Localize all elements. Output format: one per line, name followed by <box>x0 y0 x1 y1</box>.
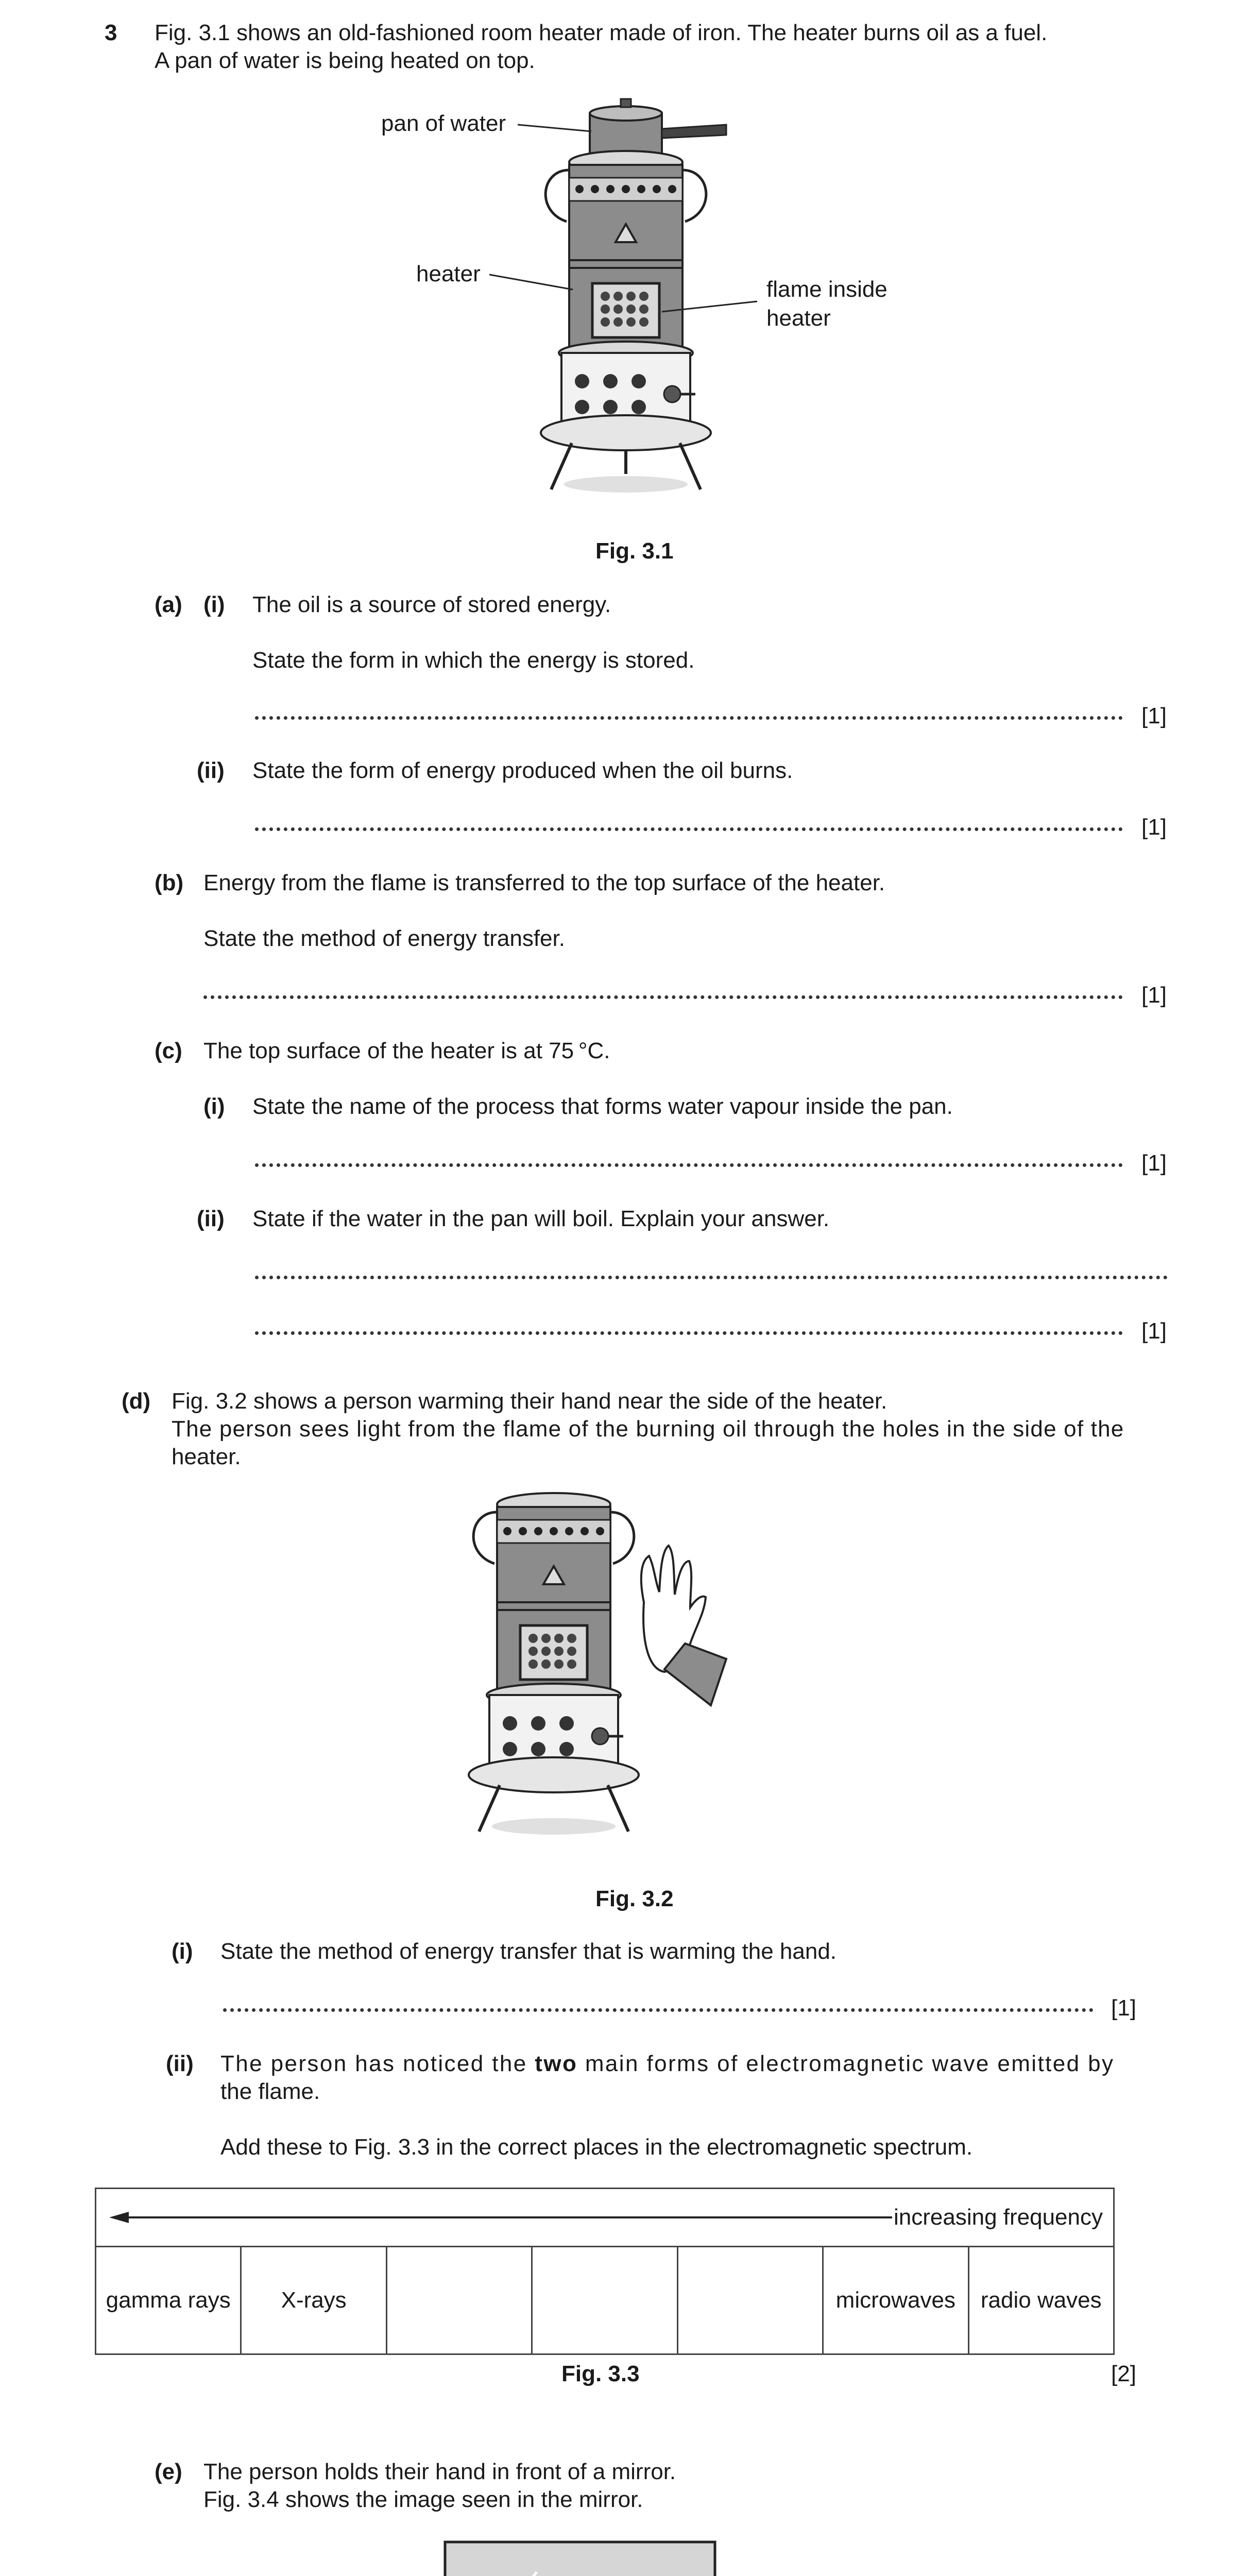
em-cell-microwaves: microwaves <box>823 2247 968 2354</box>
answer-line-a-i[interactable] <box>255 716 1123 720</box>
part-b-line2: State the method of energy transfer. <box>203 926 565 951</box>
em-arrow-label: increasing frequency <box>893 2204 1103 2230</box>
em-cell-blank-2[interactable] <box>532 2247 677 2354</box>
answer-line-c-ii-1[interactable] <box>255 1276 1168 1279</box>
part-c-ii-label: (ii) <box>197 1206 225 1231</box>
answer-line-a-ii[interactable] <box>255 827 1123 831</box>
answer-line-c-ii-2[interactable] <box>255 1331 1123 1335</box>
fig-3-3-mark: [2] <box>1111 2361 1136 2386</box>
part-d-ii-line1: The person has noticed the two main forms of electromagnetic wave emitted by <box>220 2051 1115 2076</box>
answer-line-c-i[interactable] <box>255 1163 1123 1167</box>
part-a-i-label: (i) <box>203 592 225 617</box>
fig-3-3-caption: Fig. 3.3 <box>561 2361 640 2386</box>
em-cells-row <box>96 2247 1114 2354</box>
fig-3-2-caption: Fig. 3.2 <box>595 1886 674 1911</box>
question-number: 3 <box>105 20 117 45</box>
question-intro-line2: A pan of water is being heated on top. <box>155 48 535 73</box>
part-c-ii-mark: [1] <box>1141 1318 1167 1344</box>
part-a-label: (a) <box>155 592 182 617</box>
part-c-i-mark: [1] <box>1141 1150 1167 1176</box>
part-d-ii-line3: Add these to Fig. 3.3 in the correct places in the electromagnetic spectrum. <box>220 2134 973 2160</box>
part-d-i-text: State the method of energy transfer that is warming the hand. <box>220 1939 837 1964</box>
part-d-i-mark: [1] <box>1111 1995 1136 2021</box>
fig-3-1-label-flame-2: heater <box>766 306 831 331</box>
fig-3-1-label-flame-1: flame inside <box>766 277 887 302</box>
fig-3-1-label-heater: heater <box>416 261 481 286</box>
part-b-label: (b) <box>155 870 184 895</box>
part-d-label: (d) <box>122 1388 151 1414</box>
em-cell-blank-3[interactable] <box>677 2247 823 2354</box>
part-e-line2: Fig. 3.4 shows the image seen in the mirror. <box>203 2487 643 2512</box>
part-c-ii-text: State if the water in the pan will boil. Explain your answer. <box>252 1206 830 1231</box>
part-a-i-line2: State the form in which the energy is stored. <box>252 648 695 673</box>
part-b-line1: Energy from the flame is transferred to the top surface of the heater. <box>203 870 885 895</box>
part-e-line1: The person holds their hand in front of a mirror. <box>203 2459 676 2484</box>
em-cell-xray: X-rays <box>241 2247 386 2354</box>
part-d-ii-label: (ii) <box>166 2051 194 2076</box>
part-c-i-text: State the name of the process that forms water vapour inside the pan. <box>252 1094 953 1119</box>
em-cell-blank-1[interactable] <box>386 2247 532 2354</box>
part-b-mark: [1] <box>1141 982 1167 1008</box>
answer-line-b[interactable] <box>203 995 1123 999</box>
part-a-ii-text: State the form of energy produced when the oil burns. <box>252 758 793 783</box>
part-c-text: The top surface of the heater is at 75 °C. <box>203 1038 610 1063</box>
fig-3-1-label-pan: pan of water <box>381 111 506 136</box>
fig-3-1-caption: Fig. 3.1 <box>595 538 674 564</box>
em-arrow-cell <box>96 2189 1114 2247</box>
fig-3-1-leader-lines <box>0 0 1246 361</box>
part-a-i-mark: [1] <box>1141 703 1167 728</box>
fig-3-4-mirror-drawing <box>444 2541 716 2576</box>
part-c-i-label: (i) <box>203 1094 225 1119</box>
part-d-line2: The person sees light from the flame of the burning oil through the holes in the side of the <box>172 1416 1124 1442</box>
question-intro-line1: Fig. 3.1 shows an old-fashioned room heater made of iron. The heater burns oil as a fuel. <box>155 20 1048 45</box>
left-arrow-icon <box>109 2211 892 2224</box>
part-a-ii-mark: [1] <box>1141 815 1167 840</box>
emphasis-two: two <box>535 2051 578 2076</box>
fig-3-2-heater-hand-drawing <box>464 1489 752 1860</box>
em-arrow-row <box>96 2189 1114 2247</box>
answer-line-d-i[interactable] <box>223 2008 1094 2012</box>
part-e-label: (e) <box>155 2459 182 2484</box>
part-d-line1: Fig. 3.2 shows a person warming their hand near the side of the heater. <box>172 1388 887 1414</box>
em-cell-radio: radio waves <box>968 2247 1114 2354</box>
part-a-ii-label: (ii) <box>197 758 225 783</box>
part-d-ii-line2: the flame. <box>220 2079 320 2104</box>
part-d-line3: heater. <box>172 1444 241 1469</box>
part-c-label: (c) <box>155 1038 182 1063</box>
em-cell-gamma: gamma rays <box>96 2247 241 2354</box>
part-d-i-label: (i) <box>172 1939 193 1964</box>
em-spectrum-table <box>95 2188 1115 2355</box>
part-a-i-line1: The oil is a source of stored energy. <box>252 592 611 617</box>
